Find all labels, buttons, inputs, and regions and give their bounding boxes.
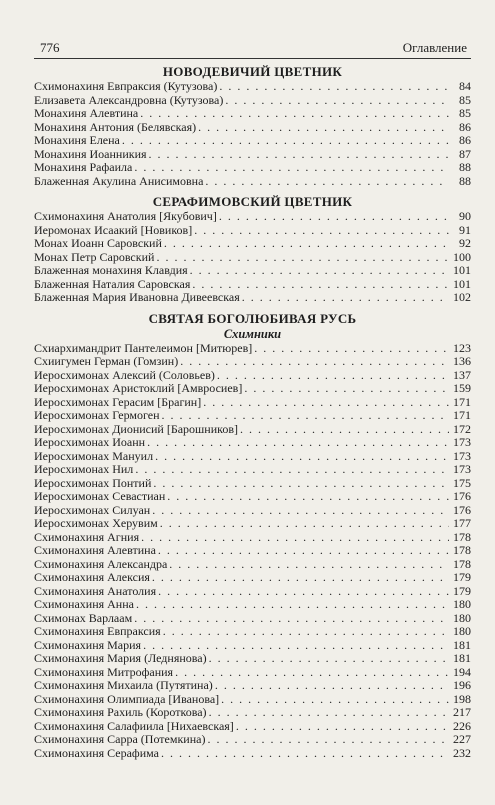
toc-entry	[34, 517, 471, 531]
entry-name: Схимонахиня Мария (Леднянова)	[34, 651, 207, 665]
entry-name: Иеросхимонах Герасим [Брагин]	[34, 394, 202, 409]
entry-name: Схимонахиня Евпраксия (Кутузова)	[34, 79, 218, 93]
toc-entry	[34, 264, 471, 278]
dot-leader	[140, 107, 449, 121]
toc-entry	[34, 693, 471, 707]
entry-name: Схимонах Варлаам	[34, 610, 133, 625]
entry-name: Схимонахиня Алексия	[34, 570, 150, 584]
entry-page-number: 88	[459, 160, 471, 174]
entry-name: Схимонахиня Михаила (Путятина)	[34, 678, 213, 692]
entry-page-number: 232	[453, 745, 471, 760]
dot-leader	[175, 666, 449, 680]
entry-name: Монахиня Елена	[34, 133, 120, 147]
entry-page-number: 136	[453, 354, 471, 368]
entry-name: Иеромонах Исаакий [Новиков]	[34, 222, 193, 237]
dot-leader	[219, 80, 449, 94]
dot-leader	[158, 544, 449, 558]
entry-page-number: 194	[453, 664, 471, 679]
dot-leader	[152, 504, 449, 518]
entry-page-number: 173	[453, 462, 471, 476]
entry-name: Схимонахиня Евпраксия	[34, 624, 161, 638]
toc-entry	[34, 679, 471, 693]
entry-name: Монах Петр Саровский	[34, 249, 155, 264]
dot-leader	[194, 224, 449, 238]
toc-entry	[34, 237, 471, 251]
toc-entry	[34, 369, 471, 383]
dot-leader	[134, 612, 449, 626]
entry-page-number: 173	[453, 448, 471, 463]
toc-entry	[34, 382, 471, 396]
dot-leader	[209, 652, 449, 666]
dot-leader	[169, 558, 449, 572]
toc-entry	[34, 585, 471, 599]
dot-leader	[153, 477, 449, 491]
toc-entry	[34, 504, 471, 518]
toc-entry	[34, 531, 471, 545]
running-head: Оглавление	[402, 40, 467, 55]
toc-entry	[34, 666, 471, 680]
dot-leader	[236, 720, 449, 734]
entry-page-number: 90	[459, 209, 471, 223]
toc-entry	[34, 598, 471, 612]
dot-leader	[160, 517, 449, 531]
dot-leader	[209, 706, 449, 720]
toc-entry	[34, 423, 471, 437]
toc-entry	[34, 652, 471, 666]
entry-page-number: 92	[459, 236, 471, 250]
entry-page-number: 176	[453, 489, 471, 503]
toc-entry	[34, 210, 471, 224]
page-header	[34, 0, 471, 60]
entry-name: Блаженная Мария Ивановна Дивеевская	[34, 290, 240, 304]
toc-entry	[34, 490, 471, 504]
entry-name: Иеросхимонах Понтий	[34, 475, 152, 490]
entry-page-number: 84	[459, 79, 471, 93]
dot-leader	[167, 490, 449, 504]
toc-entry	[34, 396, 471, 410]
entry-page-number: 180	[453, 624, 471, 638]
entry-name: Схимонахиня Мария	[34, 637, 142, 652]
entry-page-number: 100	[453, 249, 471, 264]
entry-name: Монахиня Рафаила	[34, 160, 133, 174]
entry-name: Иеросхимонах Гермоген	[34, 408, 160, 422]
entry-name: Схимонахиня Рахиль (Короткова)	[34, 705, 207, 719]
dot-leader	[147, 436, 449, 450]
toc-entry	[34, 450, 471, 464]
dot-leader	[135, 463, 449, 477]
page-number: 776	[40, 40, 60, 55]
entry-page-number: 178	[453, 543, 471, 557]
entry-page-number: 171	[453, 408, 471, 422]
entry-name: Иеросхимонах Херувим	[34, 516, 158, 530]
entry-page-number: 180	[453, 610, 471, 625]
entry-name: Иеросхимонах Иоанн	[34, 435, 146, 449]
entry-page-number: 172	[453, 421, 471, 436]
entry-name: Схиархимандрит Пантелеимон [Митюрев]	[34, 340, 253, 355]
entry-name: Блаженная монахиня Клавдия	[34, 263, 188, 277]
toc-entry	[34, 94, 471, 108]
entry-name: Блаженная Акулина Анисимовна	[34, 173, 204, 188]
dot-leader	[143, 639, 449, 653]
section-title: НОВОДЕВИЧИЙ ЦВЕТНИК	[162, 64, 343, 79]
entry-page-number: 196	[453, 678, 471, 692]
entry-page-number: 137	[453, 367, 471, 382]
entry-name: Схимонахиня Олимпиада [Иванова]	[34, 691, 220, 706]
entry-page-number: 87	[459, 146, 471, 161]
dot-leader	[161, 747, 449, 761]
dot-leader	[240, 423, 449, 437]
entry-page-number: 86	[459, 119, 471, 134]
entry-name: Монахиня Антония (Белявская)	[34, 119, 197, 134]
dot-leader	[158, 585, 449, 599]
dot-leader	[164, 237, 449, 251]
entry-page-number: 101	[453, 276, 471, 291]
toc-entry	[34, 121, 471, 135]
toc-entry	[34, 544, 471, 558]
entry-page-number: 179	[453, 583, 471, 598]
table-of-contents	[34, 64, 471, 760]
entry-name: Схимонахиня Митрофания	[34, 664, 174, 679]
dot-leader	[190, 264, 449, 278]
entry-page-number: 176	[453, 502, 471, 517]
dot-leader	[134, 161, 449, 175]
dot-leader	[156, 251, 449, 265]
toc-entry	[34, 409, 471, 423]
toc-entry	[34, 134, 471, 148]
entry-page-number: 198	[453, 691, 471, 706]
dot-leader	[162, 409, 450, 423]
toc-entry	[34, 706, 471, 720]
entry-name: Иеросхимонах Мануил	[34, 448, 154, 463]
toc-entry	[34, 477, 471, 491]
entry-page-number: 180	[453, 597, 471, 611]
entry-page-number: 102	[453, 290, 471, 304]
toc-entry	[34, 148, 471, 162]
entry-name: Иеросхимонах Силуан	[34, 502, 151, 517]
entry-page-number: 178	[453, 556, 471, 571]
toc-entry	[34, 558, 471, 572]
toc-entry	[34, 355, 471, 369]
dot-leader	[155, 450, 449, 464]
entry-page-number: 86	[459, 133, 471, 147]
toc-entry	[34, 251, 471, 265]
entry-name: Схимонахиня Анна	[34, 597, 134, 611]
dot-leader	[244, 382, 449, 396]
toc-entry	[34, 224, 471, 238]
entry-page-number: 159	[453, 381, 471, 395]
dot-leader	[217, 369, 449, 383]
entry-page-number: 178	[453, 529, 471, 544]
entry-page-number: 101	[453, 263, 471, 277]
toc-entry	[34, 291, 471, 305]
dot-leader	[225, 94, 449, 108]
dot-leader	[203, 396, 449, 410]
dot-leader	[136, 598, 449, 612]
entry-name: Схимонахиня Серафима	[34, 745, 159, 760]
entry-name: Иеросхимонах Дионисий [Барошников]	[34, 421, 239, 436]
dot-leader	[207, 733, 449, 747]
toc-entry	[34, 107, 471, 121]
toc-entry	[34, 463, 471, 477]
toc-entry	[34, 278, 471, 292]
toc-entry	[34, 436, 471, 450]
entry-page-number: 85	[459, 92, 471, 107]
entry-name: Схимонахиня Алевтина	[34, 543, 156, 557]
toc-entry	[34, 612, 471, 626]
dot-leader	[141, 531, 449, 545]
toc-entry	[34, 625, 471, 639]
entry-name: Блаженная Наталия Саровская	[34, 276, 191, 291]
section-subtitle: Схимники	[223, 326, 282, 341]
dot-leader	[215, 679, 449, 693]
entry-name: Иеросхимонах Севастиан	[34, 489, 166, 503]
entry-page-number: 181	[453, 637, 471, 652]
toc-entry	[34, 733, 471, 747]
toc-entry	[34, 720, 471, 734]
entry-page-number: 181	[453, 651, 471, 665]
dot-leader	[163, 625, 449, 639]
entry-page-number: 226	[453, 718, 471, 733]
entry-name: Монахиня Иоанникия	[34, 146, 147, 161]
toc-entry	[34, 342, 471, 356]
entry-name: Схимонахиня Сарра (Потемкина)	[34, 732, 206, 746]
dot-leader	[122, 134, 449, 148]
entry-name: Схимонахиня Агния	[34, 529, 140, 544]
section-title: СЕРАФИМОВСКИЙ ЦВЕТНИК	[152, 194, 353, 209]
entry-page-number: 91	[459, 222, 471, 237]
dot-leader	[198, 121, 449, 135]
dot-leader	[192, 278, 449, 292]
dot-leader	[242, 291, 449, 305]
entry-name: Схимонахиня Анатолия	[34, 583, 157, 598]
entry-page-number: 85	[459, 106, 471, 120]
toc-entry	[34, 639, 471, 653]
section-title: СВЯТАЯ БОГОЛЮБИВАЯ РУСЬ	[148, 310, 357, 326]
entry-name: Монахиня Алевтина	[34, 106, 139, 120]
entry-name: Иеросхимонах Алексий (Соловьев)	[34, 367, 215, 382]
dot-leader	[221, 693, 449, 707]
dot-leader	[205, 175, 449, 189]
toc-entry	[34, 747, 471, 761]
entry-name: Схимонахиня Анатолия [Якубович]	[34, 209, 217, 223]
entry-page-number: 173	[453, 435, 471, 449]
entry-page-number: 123	[453, 340, 471, 355]
entry-name: Иеросхимонах Аристоклий [Амвросиев]	[34, 381, 243, 395]
dot-leader	[254, 342, 449, 356]
dot-leader	[149, 148, 449, 162]
header-rule	[34, 58, 471, 59]
toc-entry	[34, 161, 471, 175]
toc-entry	[34, 80, 471, 94]
entry-name: Елизавета Александровна (Кутузова)	[34, 92, 224, 107]
entry-name: Монах Иоанн Саровский	[34, 236, 162, 250]
entry-page-number: 179	[453, 570, 471, 584]
toc-entry	[34, 175, 471, 189]
entry-page-number: 177	[453, 516, 471, 530]
dot-leader	[152, 571, 449, 585]
entry-page-number: 217	[453, 705, 471, 719]
entry-name: Иеросхимонах Нил	[34, 462, 134, 476]
entry-name: Схимонахиня Александра	[34, 556, 168, 571]
dot-leader	[219, 210, 449, 224]
dot-leader	[180, 355, 449, 369]
entry-name: Схимонахиня Салафиила [Нихаевская]	[34, 718, 234, 733]
entry-page-number: 227	[453, 732, 471, 746]
entry-page-number: 171	[453, 394, 471, 409]
entry-page-number: 88	[459, 173, 471, 188]
toc-entry	[34, 571, 471, 585]
entry-name: Схиигумен Герман (Гомзин)	[34, 354, 179, 368]
entry-page-number: 175	[453, 475, 471, 490]
